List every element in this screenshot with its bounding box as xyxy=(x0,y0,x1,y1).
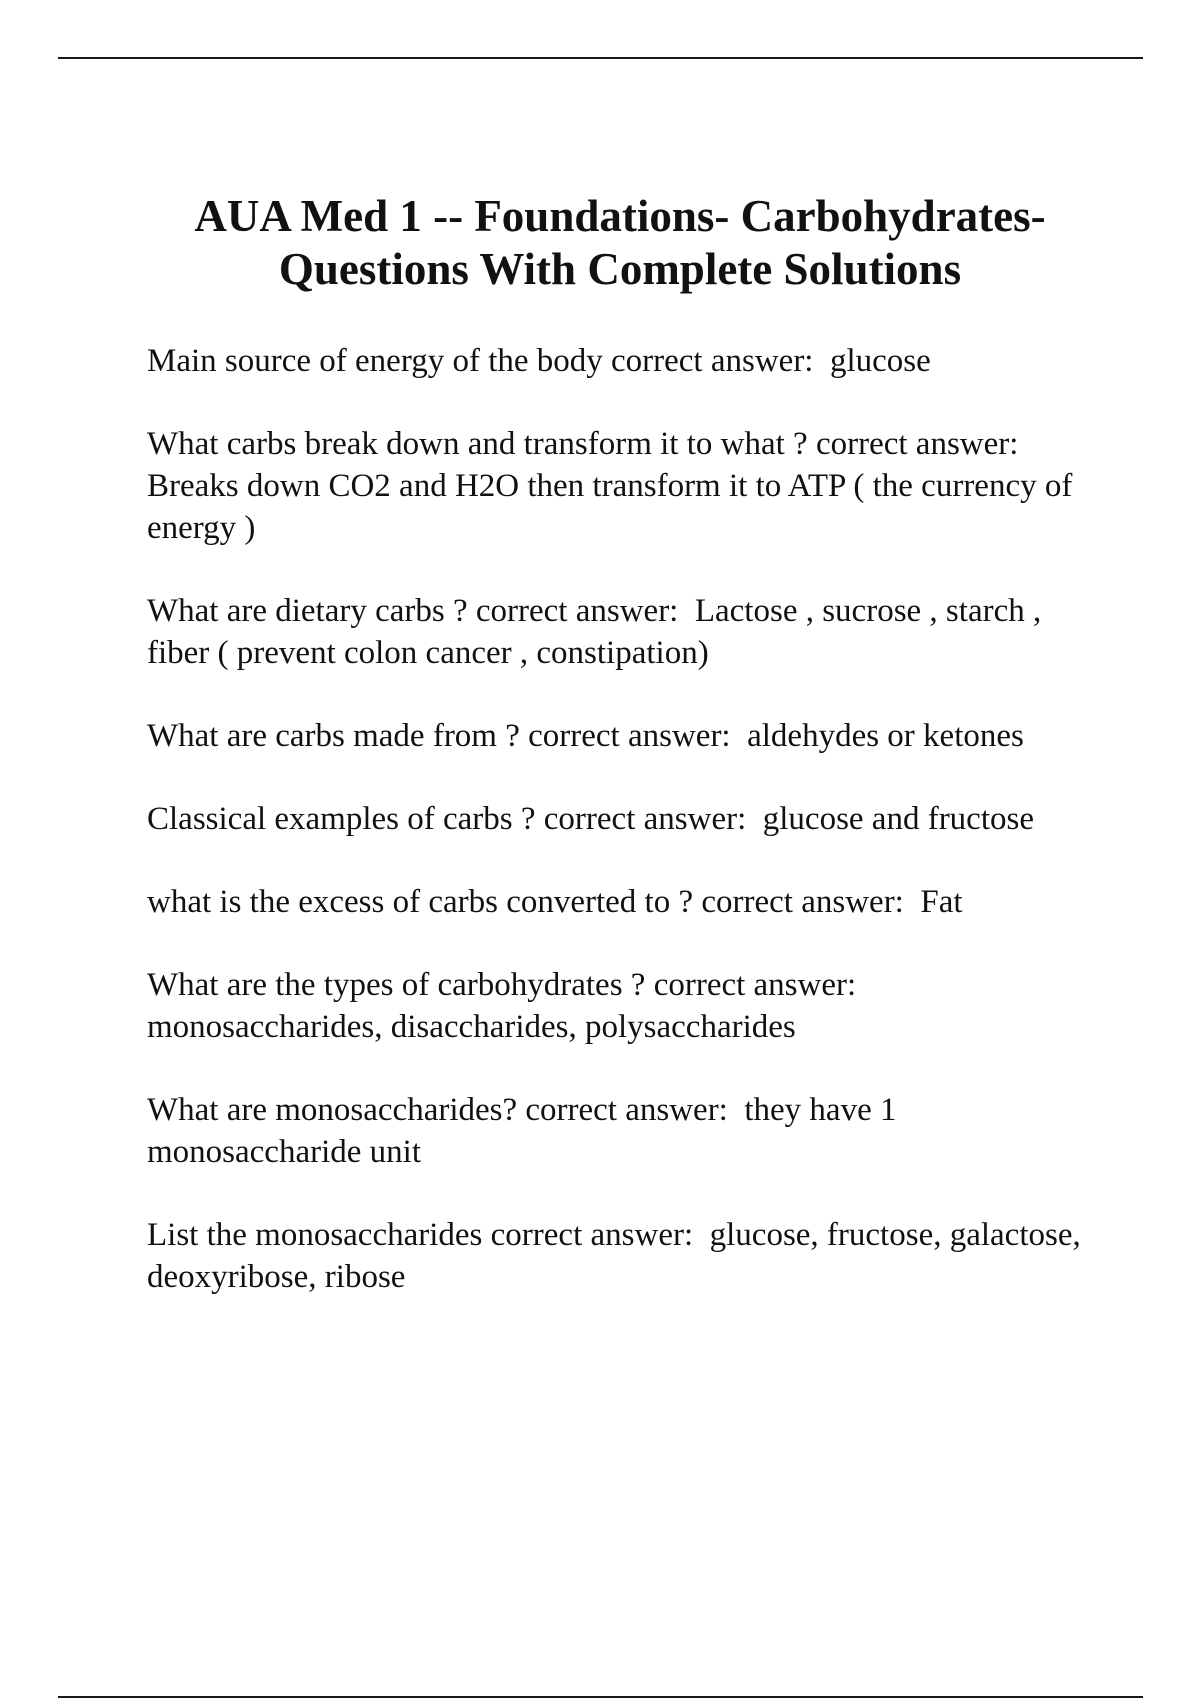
answer-text: they have 1 monosaccharide unit xyxy=(147,1092,897,1170)
qa-item xyxy=(147,1089,1087,1173)
answer-marker: correct answer: xyxy=(475,593,679,629)
qa-item xyxy=(147,964,1087,1048)
answer-marker: correct answer: xyxy=(815,426,1019,462)
answer-text: glucose xyxy=(829,343,931,379)
title-line-2: Questions With Complete Solutions xyxy=(278,244,962,294)
answer-text: monosaccharides, disaccharides, polysaccharides xyxy=(147,1009,796,1045)
qa-item xyxy=(147,1214,1087,1298)
question-text: What carbs break down and transform it to what ? xyxy=(147,426,808,462)
answer-marker: correct answer: xyxy=(528,718,731,754)
document-title xyxy=(60,190,1180,296)
answer-marker: correct answer: xyxy=(525,1092,728,1128)
question-text: What are carbs made from ? xyxy=(147,718,520,754)
answer-marker: correct answer: xyxy=(611,343,814,379)
answer-marker: correct answer: xyxy=(653,967,857,1003)
title-line-1: AUA Med 1 -- Foundations- Carbohydrates- xyxy=(194,191,1046,241)
qa-item xyxy=(147,590,1087,674)
qa-list xyxy=(147,340,1087,1339)
question-text: What are dietary carbs ? xyxy=(147,593,468,629)
question-text: Main source of energy of the body xyxy=(147,343,603,379)
qa-item xyxy=(147,881,1087,923)
qa-item xyxy=(147,340,1087,382)
answer-text: glucose, fructose, galactose, deoxyribose, ribose xyxy=(147,1217,1081,1295)
question-text: What are the types of carbohydrates ? xyxy=(147,967,646,1003)
answer-marker: correct answer: xyxy=(490,1217,694,1253)
question-text: Classical examples of carbs ? xyxy=(147,801,536,837)
answer-text: glucose and fructose xyxy=(762,801,1034,837)
bottom-rule xyxy=(58,1696,1143,1698)
qa-item xyxy=(147,715,1087,757)
top-rule xyxy=(58,57,1143,59)
question-text: what is the excess of carbs converted to ? xyxy=(147,884,694,920)
question-text: List the monosaccharides xyxy=(147,1217,483,1253)
qa-item xyxy=(147,798,1087,840)
answer-text: Fat xyxy=(920,884,963,920)
question-text: What are monosaccharides? xyxy=(147,1092,518,1128)
answer-text: Lactose , sucrose , starch , fiber ( prevent colon cancer , constipation) xyxy=(147,593,1042,671)
qa-item xyxy=(147,423,1087,549)
answer-marker: correct answer: xyxy=(543,801,747,837)
answer-text: aldehydes or ketones xyxy=(747,718,1024,754)
answer-text: Breaks down CO2 and H2O then transform it to ATP ( the currency of energy ) xyxy=(147,468,1073,546)
answer-marker: correct answer: xyxy=(701,884,904,920)
